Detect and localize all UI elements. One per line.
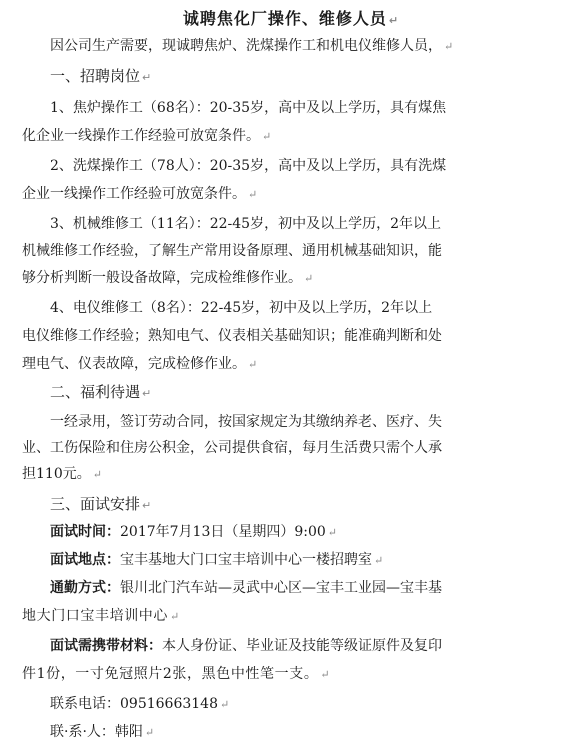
intro-line: 因公司生产需要，现诚聘焦炉、洗煤操作工和机电仪维修人员， ↵ <box>50 38 454 54</box>
title-text: 诚聘焦化厂操作、维修人员 <box>182 9 387 28</box>
contact-person-value: 韩阳 <box>114 724 143 740</box>
position-2-line-2: 企业一线操作工作经验可放宽条件。 ↵ <box>22 186 258 202</box>
contact-phone-value: 09516663148 <box>120 696 218 712</box>
benefits-line-1: 一经录用，签订劳动合同，按国家规定为其缴纳养老、医疗、失 <box>50 414 442 430</box>
commute-label: 通勤方式： <box>50 580 120 596</box>
interview-time: 面试时间：2017年7月13日（星期四）9:00 ↵ <box>50 524 338 540</box>
materials-label: 面试需携带材料： <box>50 638 162 654</box>
position-4-line-2: 电仪维修工作经验；熟知电气、仪表相关基础知识；能准确判断和处 <box>22 328 442 344</box>
document-title <box>0 6 582 29</box>
interview-time-value: 2017年7月13日（星期四）9:00 <box>120 524 326 540</box>
position-3-line-2: 机械维修工作经验，了解生产常用设备原理、通用机械基础知识，能 <box>22 243 442 259</box>
benefits-line-3: 担110元。 ↵ <box>22 466 102 482</box>
commute-line-2: 地大门口宝丰培训中心 ↵ <box>22 608 180 624</box>
section-heading-positions: 一、招聘岗位 ↵ <box>50 67 152 85</box>
commute-line-1 <box>50 576 562 600</box>
contact-phone-label: 联系电话： <box>50 696 120 712</box>
position-3-line-1: 3、机械维修工（11名）：22-45岁，初中及以上学历，2年以上 <box>50 216 441 232</box>
section-heading-interview: 三、面试安排 ↵ <box>50 495 152 513</box>
position-2-line-1: 2、洗煤操作工（78人）：20-35岁，高中及以上学历，具有洗煤 <box>50 158 447 174</box>
interview-location-label: 面试地点： <box>50 552 120 568</box>
position-3-line-3: 够分析判断一般设备故障，完成检维修作业。 ↵ <box>22 270 314 286</box>
paragraph-mark: ↵ <box>388 14 400 27</box>
interview-time-label: 面试时间： <box>50 524 120 540</box>
materials-value: 本人身份证、毕业证及技能等级证原件及复印 <box>162 638 442 654</box>
interview-location-value: 宝丰基地大门口宝丰培训中心一楼招聘室 <box>120 552 372 568</box>
position-4-line-1: 4、电仪维修工（8名）：22-45岁，初中及以上学历，2年以上 <box>50 300 433 316</box>
contact-person: 联·系·人：韩阳 ↵ <box>50 724 155 740</box>
position-4-line-3: 理电气、仪表故障，完成检修作业。 ↵ <box>22 356 258 372</box>
position-1-line-1: 1、焦炉操作工（68名）：20-35岁，高中及以上学历，具有煤焦 <box>50 100 447 116</box>
materials-line-2: 件1份，一寸免冠照片2张，黑色中性笔一支。 ↵ <box>22 666 331 682</box>
contact-person-label: 联·系·人： <box>50 724 115 740</box>
benefits-line-2: 业、工伤保险和住房公积金，公司提供食宿，每月生活费只需个人承 <box>22 440 442 456</box>
commute-value: 银川北门汽车站—灵武中心区—宝丰工业园—宝丰基 <box>120 580 442 596</box>
interview-location: 面试地点：宝丰基地大门口宝丰培训中心一楼招聘室 ↵ <box>50 552 384 568</box>
position-1-line-2: 化企业一线操作工作经验可放宽条件。 ↵ <box>22 128 272 144</box>
materials-line-1 <box>50 634 562 658</box>
contact-phone: 联系电话：09516663148 ↵ <box>50 696 230 712</box>
section-heading-benefits: 二、福利待遇 ↵ <box>50 383 152 401</box>
